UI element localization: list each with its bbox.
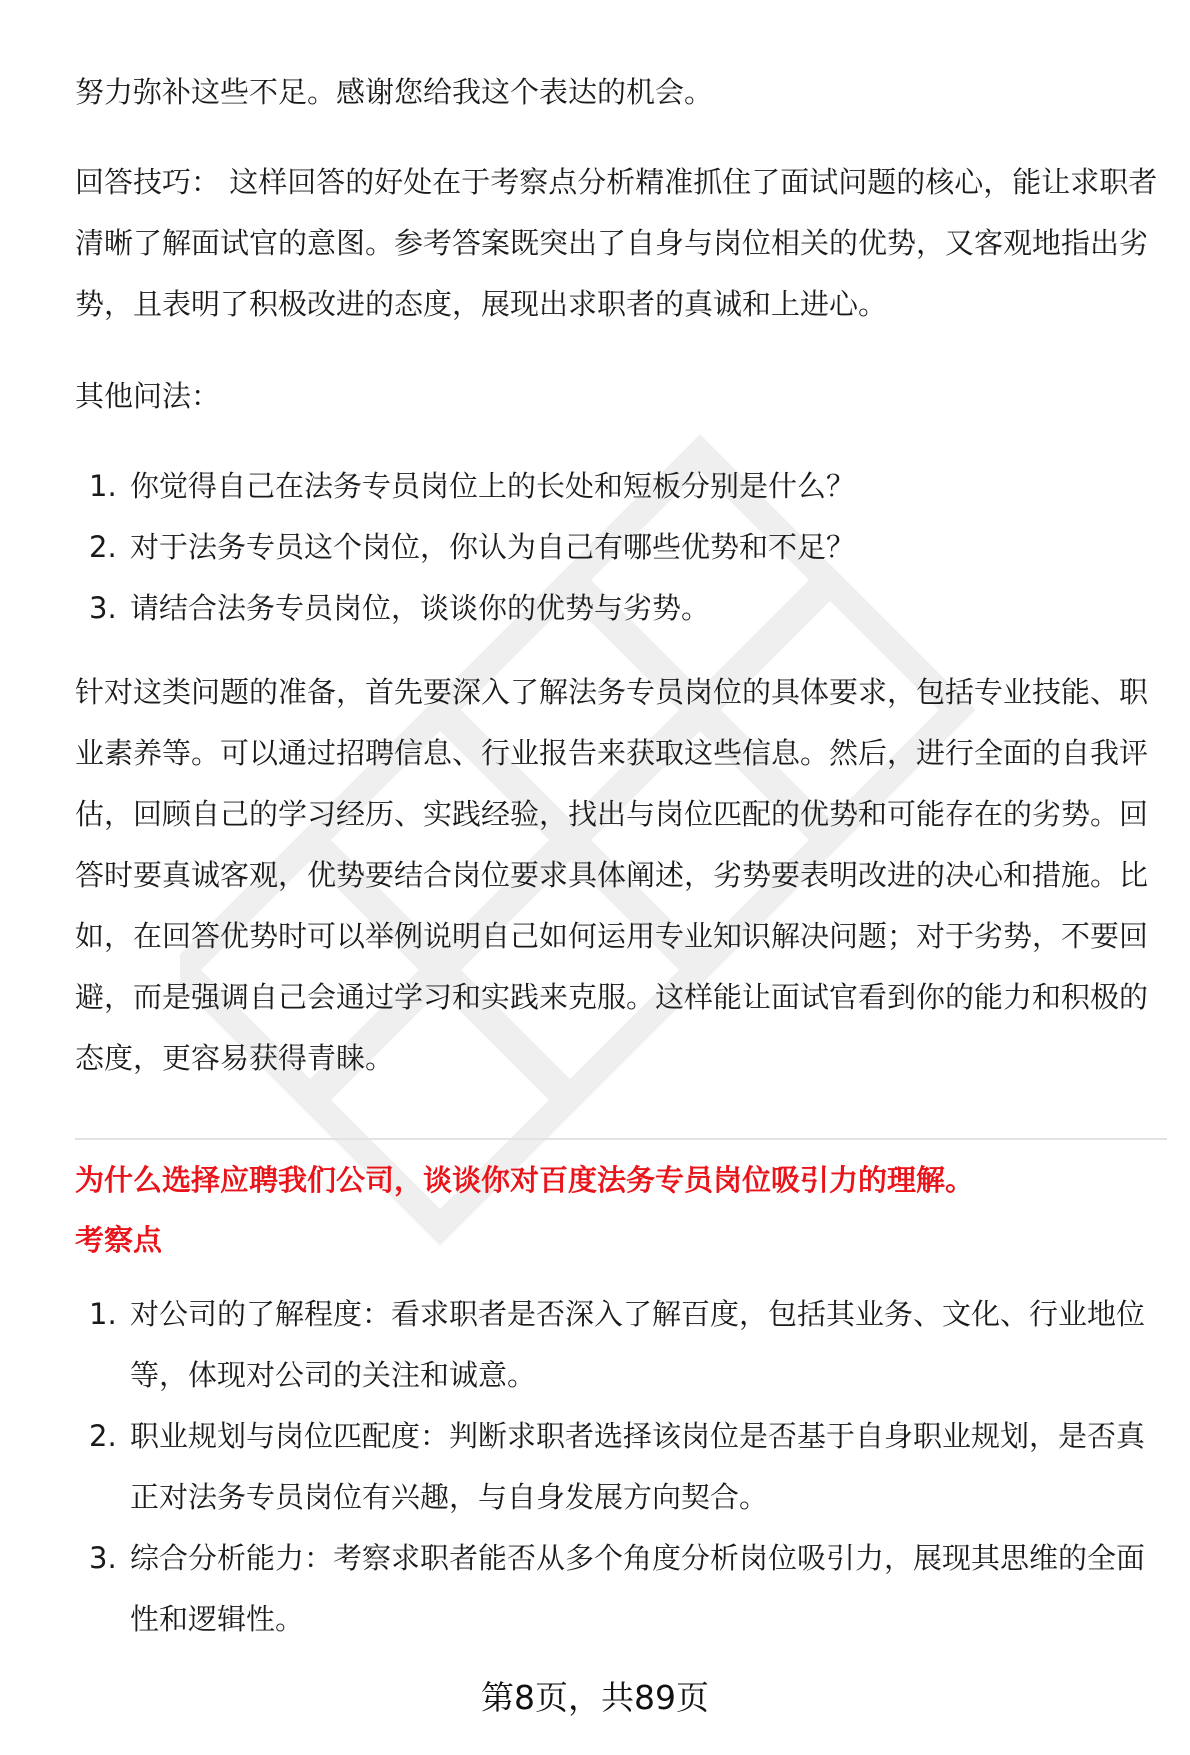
answer-tips-paragraph: 回答技巧： 这样回答的好处在于考察点分析精准抓住了面试问题的核心，能让求职者清晰了解面试官的意图。参考答案既突出了自身与岗位相关的优势，又客观地指出劣势，且表明了积极改进的态度，展现出求职者的真诚和上进心。 (75, 165, 1158, 321)
other-questions-heading: 其他问法： (75, 379, 221, 413)
list-item (75, 517, 1167, 578)
list-item (75, 578, 1167, 639)
list-item-number: 1. (89, 1297, 117, 1331)
top-paragraph: 努力弥补这些不足。感谢您给我这个表达的机会。 (75, 75, 714, 109)
page-number-footer: 第8页，共89页 (481, 1678, 709, 1717)
list-item-text: 对于法务专员这个岗位，你认为自己有哪些优势和不足？ (130, 530, 856, 564)
list-item-number: 3. (89, 591, 117, 625)
list-item-text: 请结合法务专员岗位，谈谈你的优势与劣势。 (130, 591, 711, 625)
list-item-text: 对公司的了解程度：看求职者是否深入了解百度，包括其业务、文化、行业地位等，体现对公司的关注和诚意。 (130, 1297, 1146, 1392)
list-item (75, 1406, 1167, 1528)
list-item-number: 3. (89, 1541, 117, 1575)
list-item (75, 456, 1167, 517)
other-questions-list (75, 456, 1167, 639)
assessment-points-list (75, 1284, 1167, 1650)
list-item-number: 1. (89, 469, 117, 503)
list-item (75, 1284, 1167, 1406)
question-title: 为什么选择应聘我们公司，谈谈你对百度法务专员岗位吸引力的理解。 (75, 1163, 975, 1197)
list-item (75, 1528, 1167, 1650)
section-divider (75, 1138, 1167, 1140)
list-item-text: 你觉得自己在法务专员岗位上的长处和短板分别是什么？ (130, 469, 856, 503)
list-item-text: 综合分析能力：考察求职者能否从多个角度分析岗位吸引力，展现其思维的全面性和逻辑性。 (130, 1541, 1146, 1636)
question-subheading: 考察点 (75, 1223, 163, 1257)
list-item-number: 2. (89, 1419, 117, 1453)
list-item-text: 职业规划与岗位匹配度：判断求职者选择该岗位是否基于自身职业规划，是否真正对法务专员岗位有兴趣，与自身发展方向契合。 (130, 1419, 1146, 1514)
preparation-paragraph: 针对这类问题的准备，首先要深入了解法务专员岗位的具体要求，包括专业技能、职业素养等。可以通过招聘信息、行业报告来获取这些信息。然后，进行全面的自我评估，回顾自己的学习经历、实践经验，找出与岗位匹配的优势和可能存在的劣势。回答时要真诚客观，优势要结合岗位要求具体阐述，劣势要表明改进的决心和措施。比如，在回答优势时可以举例说明自己如何运用专业知识解决问题；对于劣势，不要回避，而是强调自己会通过学习和实践来克服。这样能让面试官看到你的能力和积极的态度，更容易获得青睐。 (75, 675, 1149, 1075)
list-item-number: 2. (89, 530, 117, 564)
